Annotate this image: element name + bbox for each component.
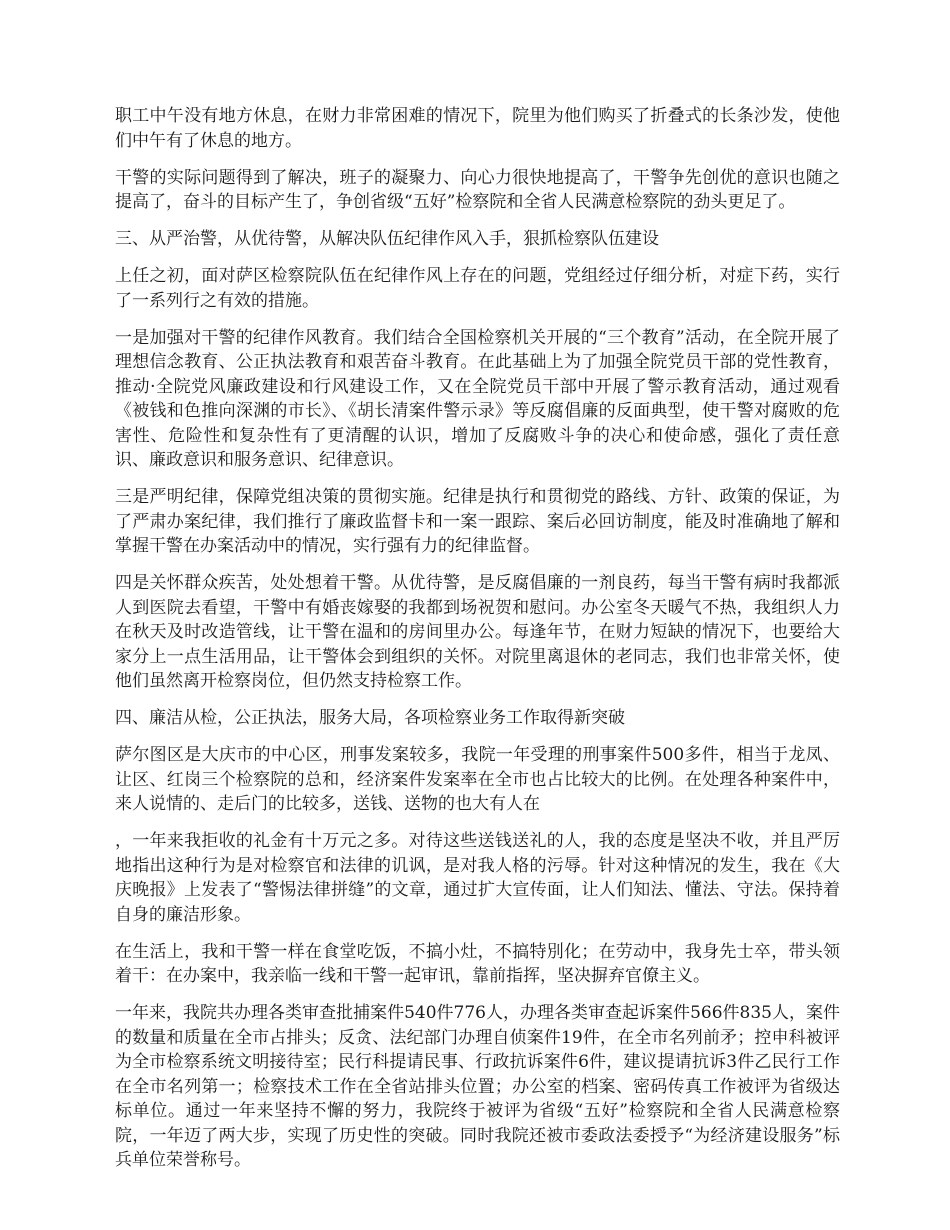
paragraph: 在生活上，我和干警一样在食堂吃饭，不搞小灶，不搞特別化；在劳动中，我身先士卒，带头领着干：在办案中，我亲临一线和干警一起审讯，靠前指挥，坚决摒弃官僚主义。 xyxy=(115,941,840,986)
paragraph: 萨尔图区是大庆市的中心区，刑事发案较多，我院一年受理的刑事案件500多件，相当于龙凤、让区、红岗三个检察院的总和，经济案件发案率在全市也占比较大的比例。在处理各种案件中，来人说情的、走后门的比较多，送钱、送物的也大有人在 xyxy=(115,745,840,814)
paragraph: 干警的实际问题得到了解决，班子的凝聚力、向心力很快地提高了，干警争先创优的意识也随之提高了，奋斗的目标产生了，争创省级“五好”检察院和全省人民满意检察院的劲头更足了。 xyxy=(115,167,840,212)
paragraph: 一年来，我院共办理各类审查批捕案件540件776人，办理各类审查起诉案件566件835人，案件的数量和质量在全市占排头；反贪、法纪部门办理自侦案件19件，在全市名列前矛；控申科被评为全市检察系统文明接待室；民行科提请民事、行政抗诉案件6件，建议提请抗诉3件乙民行工作在全市名列第一；检察技术工作在全省站排头位置；办公室的档案、密码传真工作被评为省级达标单位。通过一年来坚持不懈的努力，我院终于被评为省级“五好”检察院和全省人民满意检察院，一年迈了两大步，实现了历史性的突破。同时我院还被市委政法委授予“为经济建设服务”标兵单位荣誉称号。 xyxy=(115,1003,840,1170)
paragraph: 职工中午没有地方休息，在财力非常困难的情况下，院里为他们购买了折叠式的长条沙发，使他们中午有了休息的地方。 xyxy=(115,106,840,151)
paragraph: 上任之初，面对萨区检察院队伍在纪律作风上存在的问题，党组经过仔细分析，对症下药，实行了一系列行之有效的措施。 xyxy=(115,266,840,311)
document-body xyxy=(115,104,840,1185)
paragraph: 三是严明纪律，保障党组决策的贯彻实施。纪律是执行和贯彻党的路线、方针、政策的保证，为了严肃办案纪律，我们推行了廉政监督卡和一案一跟踪、案后必回访制度，能及时准确地了解和掌握干警在办案活动中的情况，实行强有力的纪律监督。 xyxy=(115,487,840,556)
paragraph: 四是关怀群众疾苦，处处想着干警。从优待警，是反腐倡廉的一剂良药，每当干警有病时我都派人到医院去看望，干警中有婚丧嫁娶的我都到场祝贺和慰问。办公室冬天暖气不热，我组织人力在秋天及时改造管线，让干警在温和的房间里办公。每逢年节，在财力短缺的情况下，也要给大家分上一点生活用品，让干警体会到组织的关怀。对院里离退休的老同志，我们也非常关怀，使他们虽然离开检察岗位，但仍然支持检察工作。 xyxy=(115,573,840,691)
section-heading: 三、从严治警，从优待警，从解决队伍纪律作风入手，狠抓检察队伍建设 xyxy=(115,229,659,249)
paragraph: 一是加强对干警的纪律作风教育。我们结合全国检察机关开展的“三个教育”活动，在全院开展了理想信念教育、公正执法教育和艰苦奋斗教育。在此基础上为了加强全院党员干部的党性教育，推动·全院党风廉政建设和行风建设工作，又在全院党员干部中开展了警示教育活动，通过观看《被钱和色推向深渊的市长》、《胡长清案件警示录》等反腐倡廉的反面典型，使干警对腐败的危害性、危险性和复杂性有了更清醒的认识，增加了反腐败斗争的决心和使命感，强化了责任意识、廉政意识和服务意识、纪律意识。 xyxy=(115,327,840,470)
paragraph: ，一年来我拒收的礼金有十万元之多。对待这些送钱送礼的人，我的态度是坚决不收，并且严厉地指出这种行为是对检察官和法律的讥讽，是对我人格的污辱。针对这种情况的发生，我在《大庆晚报》上发表了“警惕法律拼缝”的文章，通过扩大宣传面，让人们知法、懂法、守法。保持着自身的廉洁形象。 xyxy=(115,831,840,925)
section-heading: 四、廉洁从检，公正执法，服务大局，各项检察业务工作取得新突破 xyxy=(115,708,625,728)
